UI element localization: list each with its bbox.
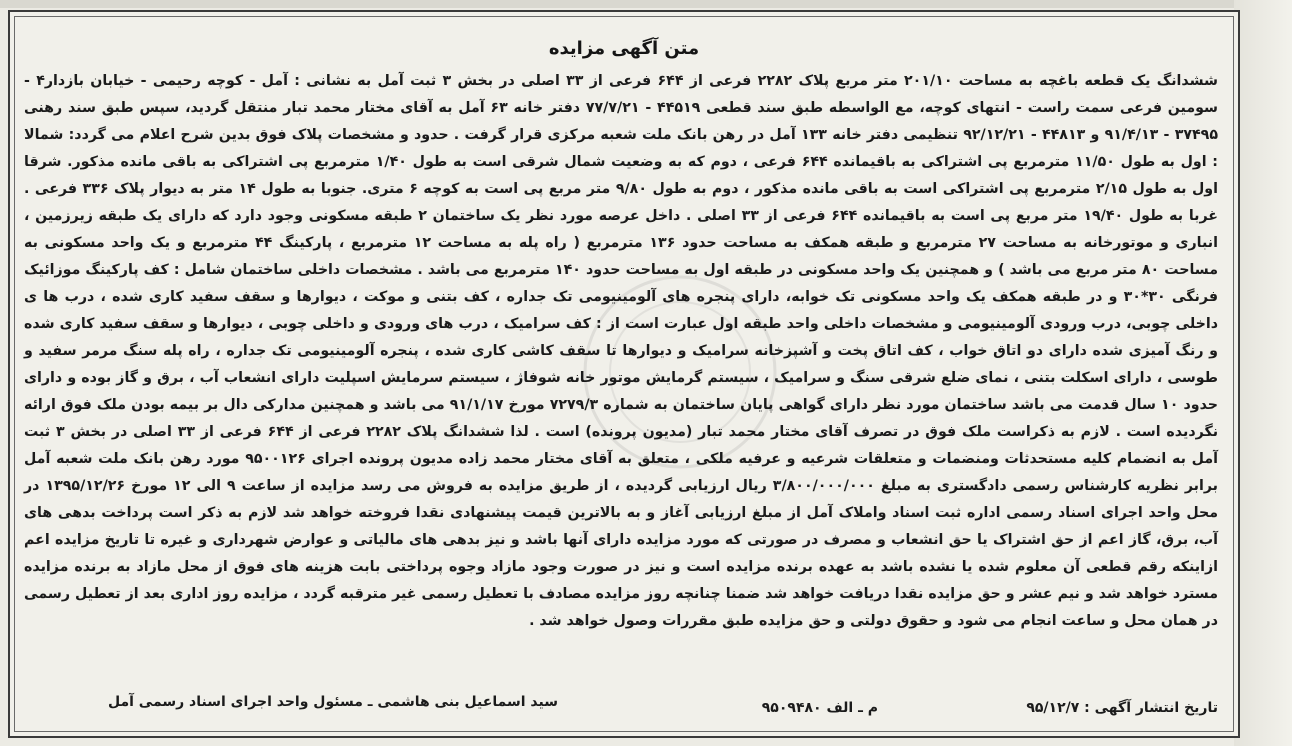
reference-code: م ـ الف ۹۵۰۹۴۸۰ [761, 700, 878, 716]
publish-date: تاریخ انتشار آگهی : ۹۵/۱۲/۷ [1026, 700, 1218, 716]
scan-edge-right [1234, 0, 1292, 746]
notice-title: متن آگهی مزایده [548, 38, 700, 59]
notice-footer [26, 694, 1218, 730]
notice-frame [8, 10, 1240, 738]
signature-line: سید اسماعیل بنی هاشمی ـ مسئول واحد اجرای اسناد رسمی آمل [107, 694, 558, 710]
scan-edge-top [0, 0, 1292, 8]
notice-body: ششدانگ یک قطعه باغچه به مساحت ۲۰۱/۱۰ متر مربع پلاک ۲۲۸۲ فرعی از ۶۴۴ فرعی از ۳۳ اصلی در بخش ۳ ثبت آمل به نشانی : آمل - کوچه رحیمی - خیابان بازدار۴ - سومین فرعی سمت راست - انتهای کوچه، مع الواسطه طبق سند قطعی ۴۴۵۱۹ - ۷۷/۷/۲۱ دفتر خانه ۶۳ آمل به آقای مختار محمد تبار منتقل گردید، سپس طبق سند رهنی ۳۷۴۹۵ - ۹۱/۴/۱۳ و ۴۴۸۱۳ - ۹۲/۱۲/۲۱ تنظیمی دفتر خانه ۱۳۳ آمل در رهن بانک ملت شعبه مرکزی قرار گرفت . حدود و مشخصات پلاک فوق بدین شرح اعلام می گردد: شمالا : اول به طول ۱۱/۵۰ مترمربع پی اشتراکی به باقیمانده ۶۴۴ فرعی ، دوم که به وضعیت شمال شرقی است به طول ۱/۴۰ مترمربع پی اشتراکی به باقی مانده مذکور. شرقا اول به طول ۲/۱۵ مترمربع پی اشتراکی است به باقی مانده مذکور ، دوم به طول ۹/۸۰ متر مربع پی است به کوچه ۶ متری. جنوبا به طول ۱۴ متر به دیوار پلاک ۳۳۶ فرعی . غربا به طول ۱۹/۴۰ متر مربع پی است به باقیمانده ۶۴۴ فرعی از ۳۳ اصلی . داخل عرصه مورد نظر یک ساختمان ۲ طبقه مسکونی وجود دارد که دارای یک طبقه زیرزمین ، انباری و موتورخانه به مساحت ۲۷ مترمربع و طبقه همکف به مساحت حدود ۱۳۶ مترمربع ( راه پله به مساحت ۱۲ مترمربع ، پارکینگ ۴۴ مترمربع و یک واحد مسکونی به مساحت ۸۰ متر مربع می باشد ) و همچنین یک واحد مسکونی در طبقه اول به مساحت حدود ۱۴۰ مترمربع می باشد . مشخصات داخلی ساختمان شامل : کف پارکینگ موزائیک فرنگی ۳۰*۳۰ و در طبقه همکف یک واحد مسکونی تک خوابه، دارای پنجره های آلومینیومی تک جداره ، کف بتنی و موکت ، دیوارها و سقف سفید کاری شده ، درب ها ی داخلی چوبی، درب ورودی آلومینیومی و مشخصات داخلی واحد طبقه اول عبارت است از : کف سرامیک ، درب های ورودی و داخلی چوبی ، دیوارها و سقف سفید کاری شده و رنگ آمیزی شده دارای دو اتاق خواب ، کف اتاق پخت و آشپزخانه سرامیک و دیوارها تا سقف کاشی کاری شده ، پنجره آلومینیومی تک جداره ، راه پله سنگ مرمر سفید و طوسی ، دارای اسکلت بتنی ، نمای ضلع شرقی سنگ و سرامیک ، سیستم گرمایش موتور خانه شوفاژ ، سیستم سرمایش اسپلیت دارای انشعاب آب ، برق و گاز بوده و دارای حدود ۱۰ سال قدمت می باشد ساختمان مورد نظر دارای گواهی پایان ساختمان به شماره ۷۲۷۹/۳ مورخ ۹۱/۱/۱۷ می باشد و همچنین مدارکی دال بر بیمه بودن ملک فوق ارائه نگردیده است . لازم به ذکراست ملک فوق در تصرف آقای مختار محمد تبار (مدیون پرونده) است . لذا ششدانگ پلاک ۲۲۸۲ فرعی از ۶۴۴ فرعی از ۳۳ اصلی در بخش ۳ ثبت آمل به انضمام کلیه مستحدثات ومنضمات و متعلقات شرعیه و عرفیه ملکی ، متعلق به آقای مختار محمد زاده مدیون پرونده اجرای ۹۵۰۰۱۲۶ مورد رهن بانک ملت شعبه آمل برابر نظریه کارشناس رسمی دادگستری به مبلغ ۳/۸۰۰/۰۰۰/۰۰۰ ریال ارزیابی گردیده ، از طریق مزایده به فروش می رسد مزایده از ساعت ۹ الی ۱۲ مورخ ۱۳۹۵/۱۲/۲۶ در محل واحد اجرای اسناد رسمی اداره ثبت اسناد واملاک آمل از مبلغ ارزیابی آغاز و به بالاترین قیمت پیشنهادی نقدا فروخته خواهد شد لازم به ذکر است پرداخت بدهی های آب، برق، گاز اعم از حق اشتراک یا حق انشعاب و مصرف در صورتی که مورد مزایده دارای آنها باشد و نیز بدهی های مالیاتی و عوارض شهرداری و غیره تا تاریخ مزایده اعم ازاینکه رقم قطعی آن معلوم شده یا نشده باشد به عهده برنده مزایده است و نیز در صورت وجود مازاد وجوه پرداختی بابت هزینه های فوق از محل مازاد به برنده مزایده مسترد خواهد شد و نیم عشر و حق مزایده نقدا دریافت خواهد شد ضمنا چنانچه روز مزایده مصادف با تعطیل رسمی غیر مترقبه گردد ، مزایده روز اداری بعد از تعطیل رسمی در همان محل و ساعت انجام می شود و حقوق دولتی و حق مزایده طبق مقررات وصول خواهد شد . [24, 73, 1219, 629]
